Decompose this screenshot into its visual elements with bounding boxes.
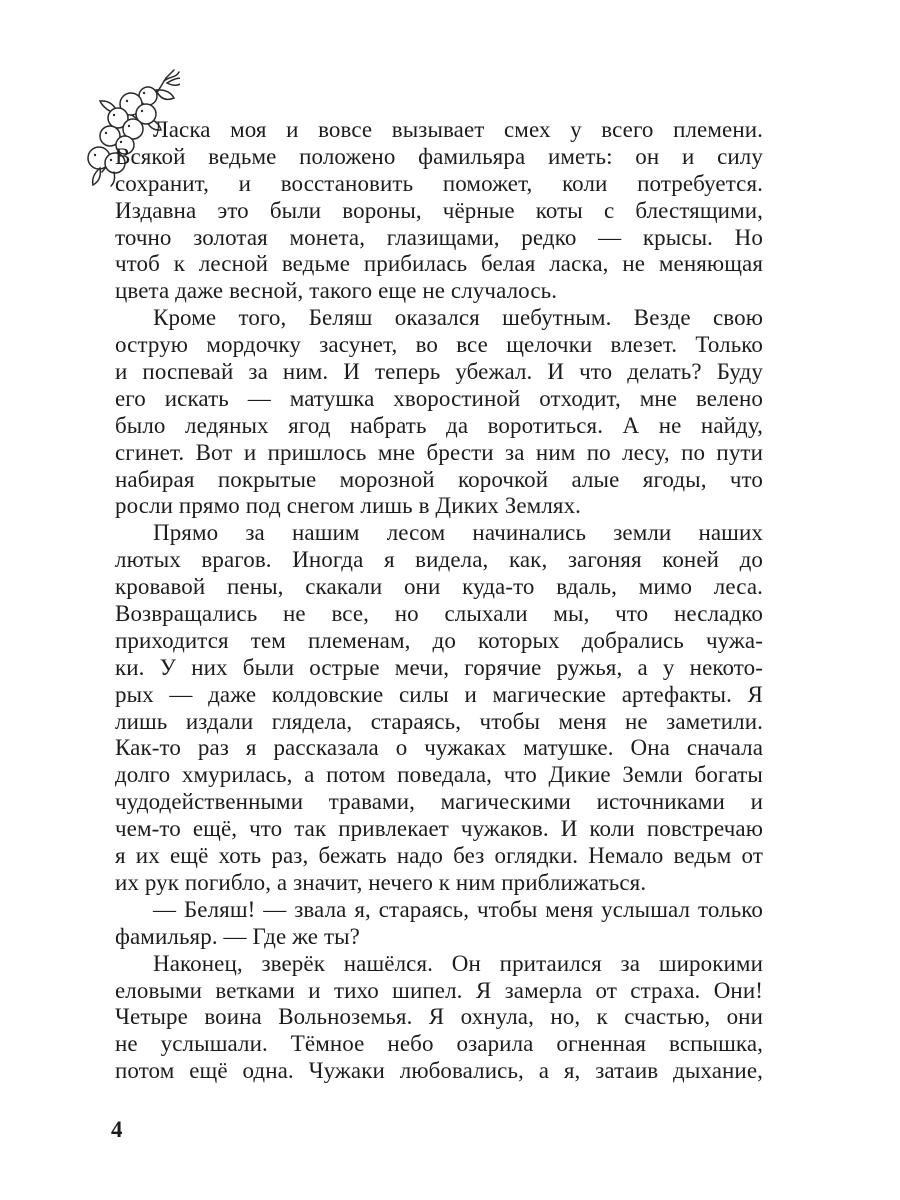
text-line: потом ещё одна. Чужаки любовались, а я, затаив дыхание, (115, 1058, 763, 1084)
text-line: чем-то ещё, что так привлекает чужаков. И коли повстречаю (115, 816, 763, 842)
text-line: я их ещё хоть раз, бежать надо без оглядки. Немало ведьм от (115, 843, 763, 869)
text-line: сгинет. Вот и пришлось мне брести за ним по лесу, по пути (115, 439, 763, 465)
page-text (115, 117, 763, 1085)
text-line: Кроме того, Беляш оказался шебутным. Везде свою (153, 305, 763, 331)
text-line: Наконец, зверёк нашёлся. Он притаился за широкими (153, 950, 763, 976)
text-line: Возвращались не все, но слыхали мы, что несладко (115, 601, 763, 627)
text-line: цвета даже весной, такого еще не случалось. (115, 278, 558, 304)
text-line: их рук погибло, а значит, нечего к ним приближаться. (115, 869, 647, 895)
text-line: не услышали. Тёмное небо озарила огненная вспышка, (115, 1031, 763, 1057)
text-line: долго хмурилась, а потом поведала, что Дикие Земли богаты (115, 762, 763, 788)
text-line: приходится тем племенам, до которых добрались чужа- (115, 627, 763, 653)
text-line: и поспевай за ним. И теперь убежал. И что делать? Буду (115, 359, 763, 385)
text-line: рых — даже колдовские силы и магические артефакты. Я (115, 681, 763, 707)
text-line: Всякой ведьме положено фамильяра иметь: он и силу (115, 143, 763, 169)
text-line: Прямо за нашим лесом начинались земли наших (153, 520, 763, 546)
text-line: набирая покрытые морозной корочкой алые ягоды, что (115, 466, 763, 492)
text-line: было ледяных ягод набрать да воротиться. А не найду, (115, 412, 763, 438)
text-line: Как-то раз я рассказала о чужаках матушке. Она сначала (115, 735, 763, 761)
text-line: лишь издали глядела, стараясь, чтобы меня не заметили. (115, 708, 763, 734)
text-line: точно золотая монета, глазищами, редко — крысы. Но (115, 224, 763, 250)
text-line: чудодейственными травами, магическими источниками и (115, 789, 763, 815)
text-line: сохранит, и восстановить поможет, коли потребуется. (115, 170, 763, 196)
text-line: острую мордочку засунет, во все щелочки влезет. Только (115, 332, 763, 358)
text-line: Четыре воина Вольноземья. Я охнула, но, к счастью, они (115, 1004, 763, 1030)
text-line: фамильяр. — Где же ты? (115, 923, 360, 949)
text-line: кровавой пены, скакали они куда-то вдаль, мимо леса. (115, 574, 763, 600)
text-line: Ласка моя и вовсе вызывает смех у всего племени. (153, 117, 763, 142)
text-line: его искать — матушка хворостиной отходит, мне велено (115, 385, 763, 411)
text-line: еловыми ветками и тихо шипел. Я замерла от страха. Они! (115, 977, 763, 1003)
text-line: лютых врагов. Иногда я видела, как, загоняя коней до (115, 547, 763, 573)
text-line: ки. У них были острые мечи, горячие ружья, а у некото- (115, 654, 763, 680)
text-line: — Беляш! — звала я, стараясь, чтобы меня услышал только (153, 896, 763, 922)
text-line: Издавна это были вороны, чёрные коты с блестящими, (115, 197, 763, 223)
text-line: чтоб к лесной ведьме прибилась белая ласка, не меняющая (115, 251, 763, 277)
text-line: росли прямо под снегом лишь в Диких Землях. (115, 493, 582, 519)
page-number: 4 (111, 1117, 123, 1142)
